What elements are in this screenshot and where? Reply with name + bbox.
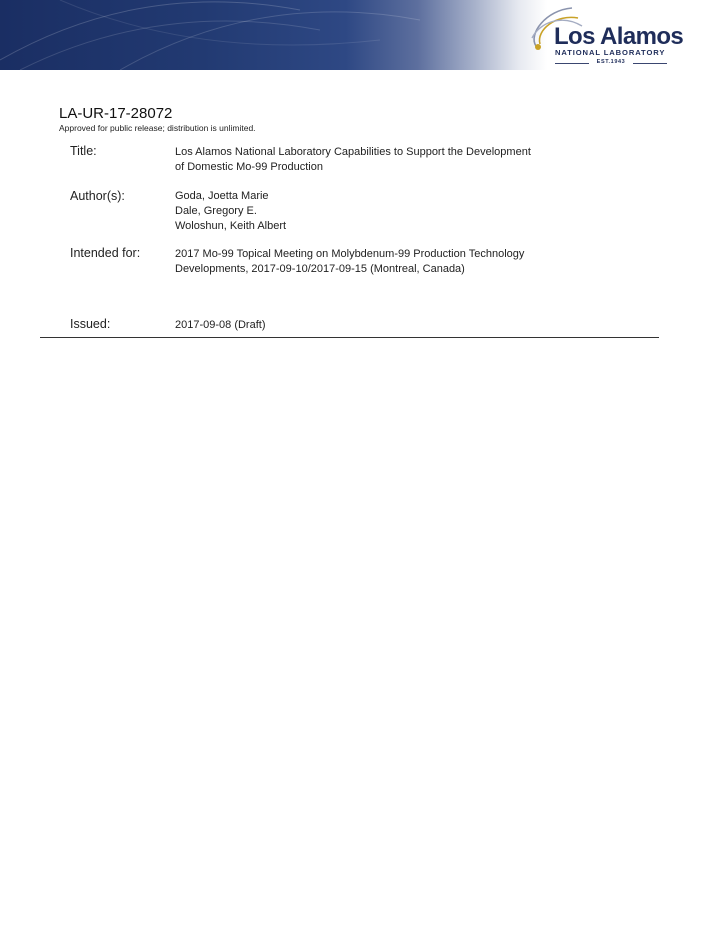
- logo-established-text: EST.1943: [596, 59, 626, 65]
- lanl-logo: [526, 4, 716, 70]
- logo-wordmark: Los Alamos: [554, 23, 684, 50]
- header-banner: [0, 0, 720, 70]
- intended-for-label: Intended for:: [70, 246, 141, 260]
- release-statement: Approved for public release; distribution is unlimited.: [59, 123, 256, 133]
- title-value: [175, 145, 531, 175]
- logo-established: [555, 59, 665, 67]
- intended-for-value: [175, 247, 524, 277]
- header-divider: [40, 337, 659, 338]
- title-line: Los Alamos National Laboratory Capabilities to Support the Development: [175, 146, 531, 158]
- logo-subtitle: NATIONAL LABORATORY: [555, 48, 666, 57]
- issued-value: [175, 318, 266, 333]
- authors-label: Author(s):: [70, 189, 125, 203]
- author-name: Dale, Gregory E.: [175, 205, 257, 217]
- intended-for-line: 2017 Mo-99 Topical Meeting on Molybdenum-99 Production Technology: [175, 248, 525, 260]
- author-name: Woloshun, Keith Albert: [175, 220, 287, 232]
- author-name: Goda, Joetta Marie: [175, 190, 269, 202]
- title-line: of Domestic Mo-99 Production: [175, 161, 323, 173]
- document-number: LA-UR-17-28072: [59, 105, 173, 122]
- issued-label: Issued:: [70, 317, 111, 331]
- issued-date: 2017-09-08 (Draft): [175, 319, 266, 331]
- title-label: Title:: [70, 144, 97, 158]
- authors-value: [175, 189, 286, 234]
- intended-for-line: Developments, 2017-09-10/2017-09-15 (Montreal, Canada): [175, 263, 465, 275]
